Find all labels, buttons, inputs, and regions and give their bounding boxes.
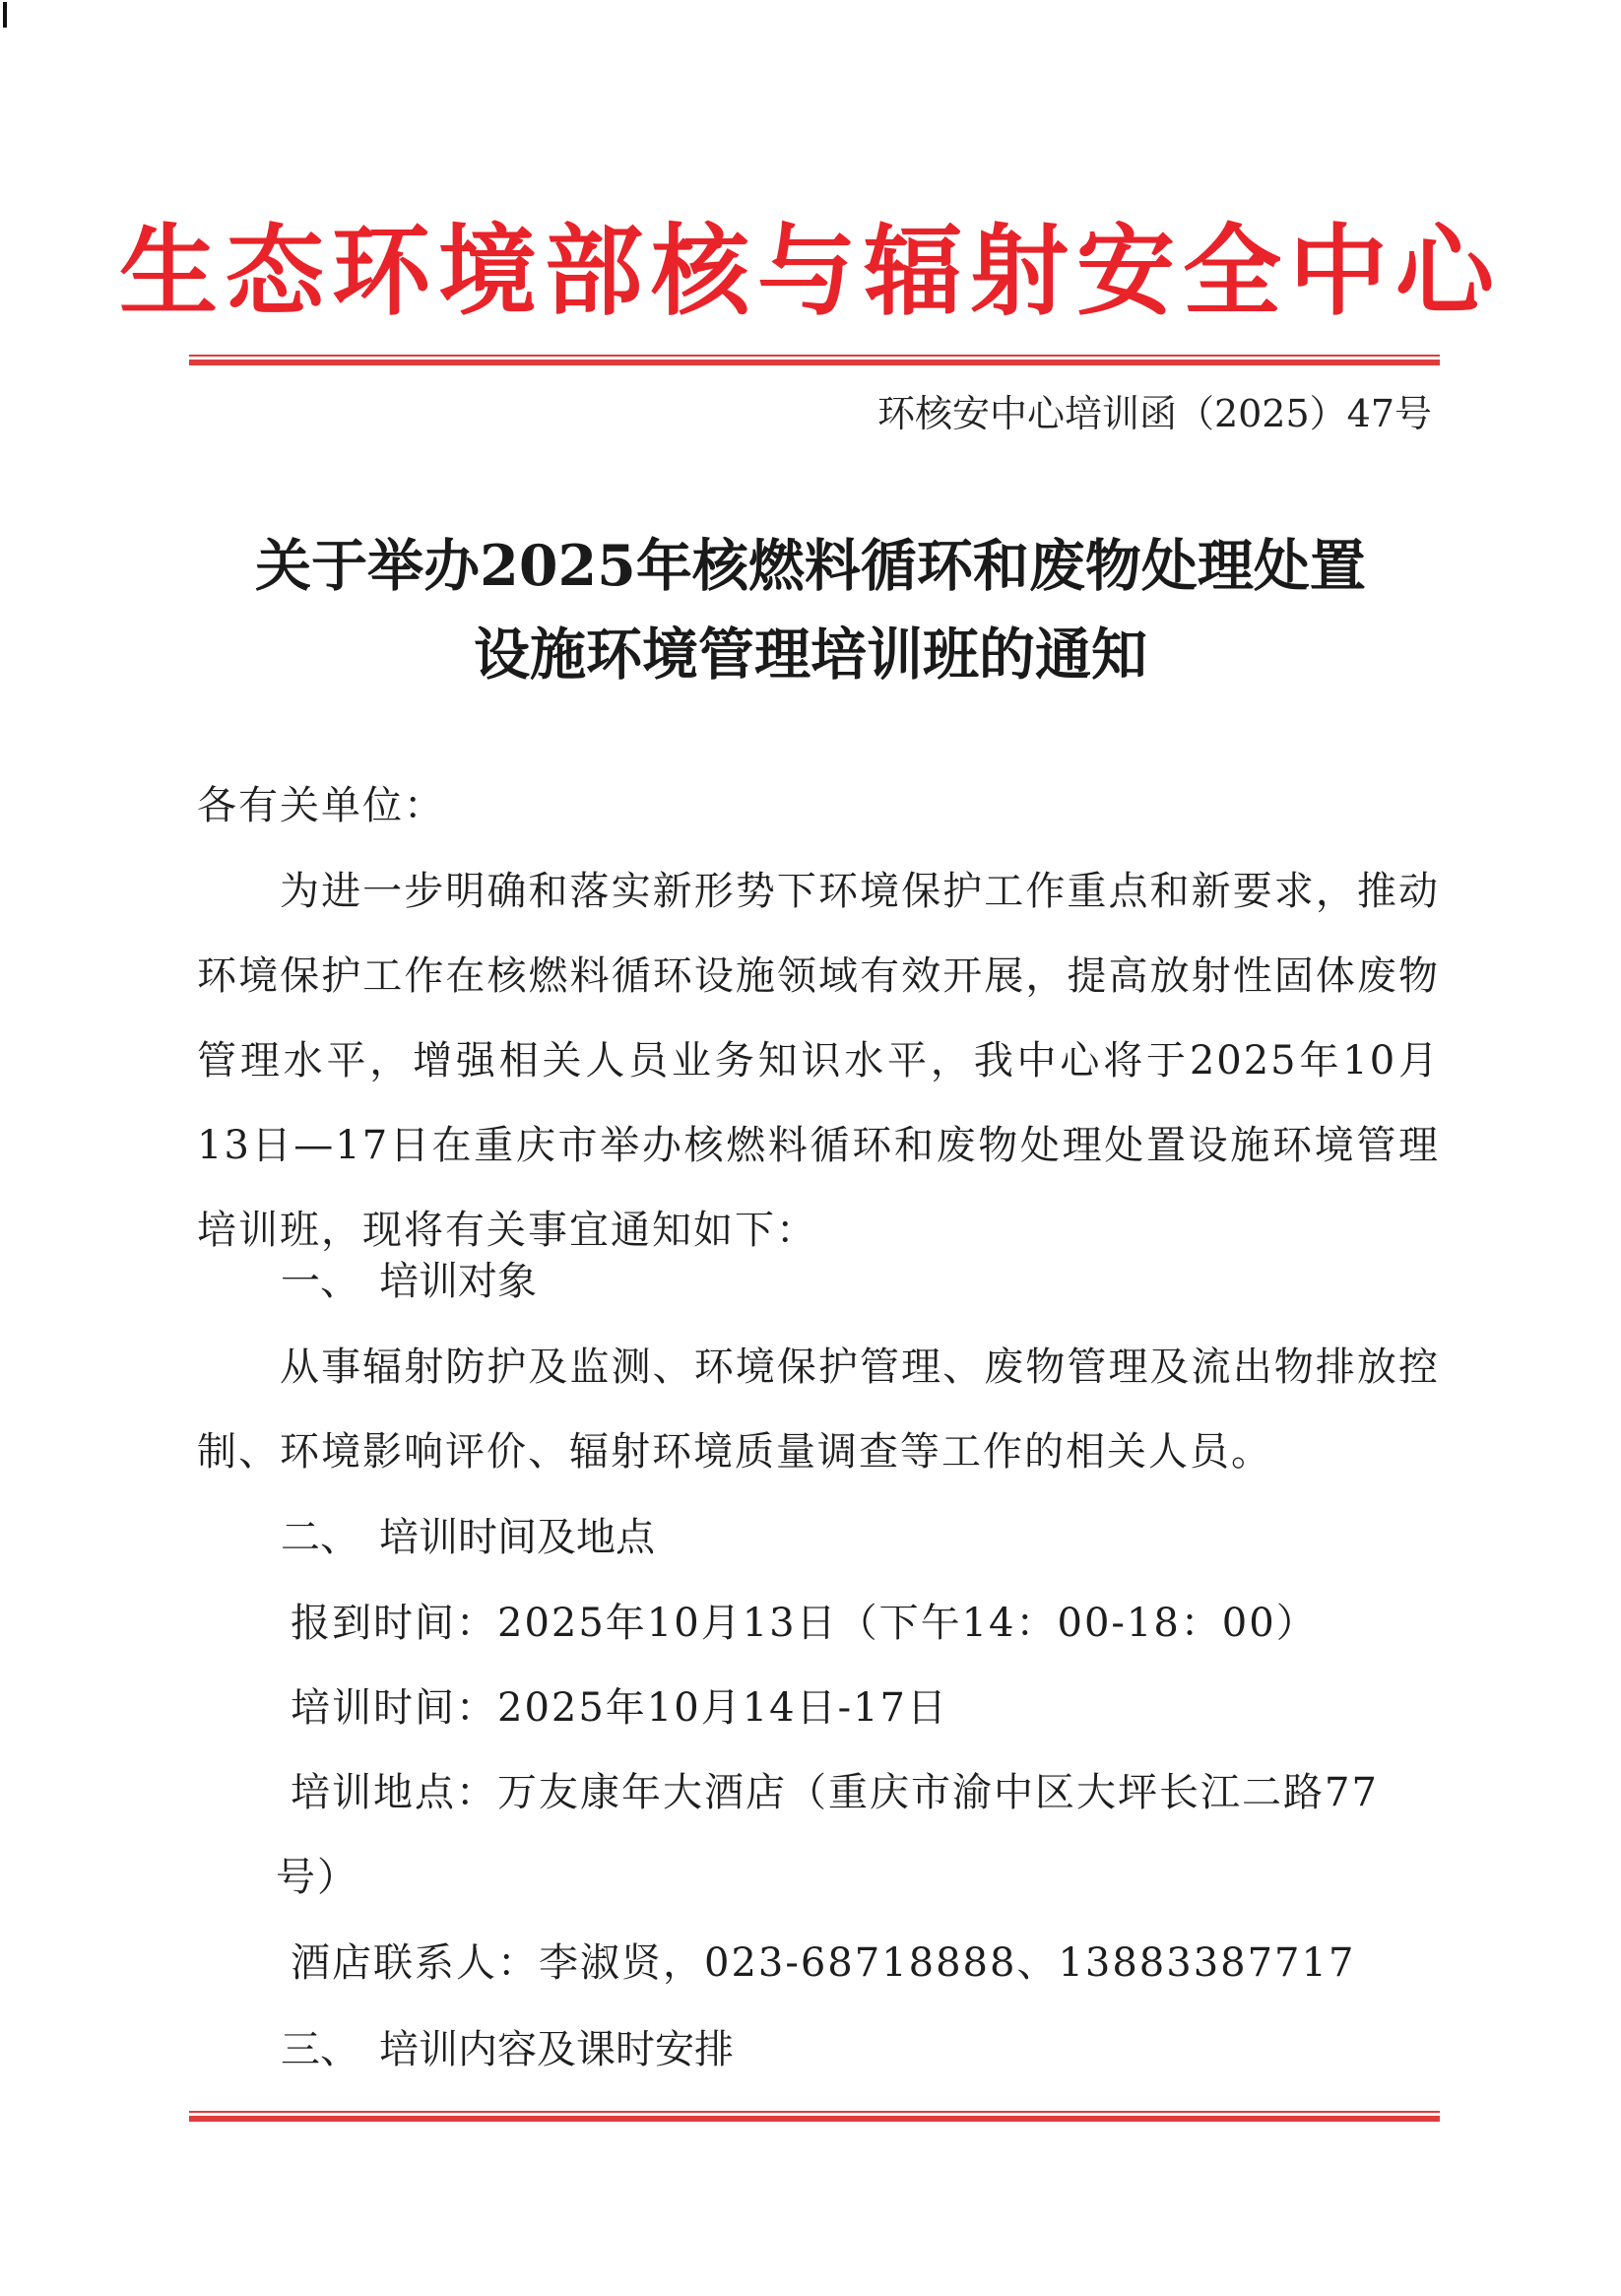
document-number: 环核安中心培训函（2025）47号 (876, 392, 1432, 435)
letterhead-top-rule (189, 355, 1440, 365)
organization-letterhead: 生态环境部核与辐射安全中心 (119, 213, 1502, 329)
title-line-1: 关于举办2025年核燃料循环和废物处理处置 (255, 533, 1366, 599)
salutation: 各有关单位： (197, 783, 445, 828)
intro-paragraph: 为进一步明确和落实新形势下环境保护工作重点和新要求，推动环境保护工作在核燃料循环设施领域有效开展，提高放射性固体废物管理水平，增强相关人员业务知识水平，我中心将于2025年10月13日—17日在重庆市举办核燃料循环和废物处理处置设施环境管理培训班，现将有关事宜通知如下： (197, 869, 1440, 1253)
title-line-2: 设施环境管理培训班的通知 (474, 622, 1147, 688)
training-location-line-1: 培训地点：万友康年大酒店（重庆市渝中区大坪长江二路77 (291, 1770, 1379, 1815)
registration-time: 报到时间：2025年10月13日（下午14：00-18：00） (291, 1601, 1318, 1646)
hotel-contact: 酒店联系人：李淑贤，023-68718888、13883387717 (291, 1940, 1356, 1986)
training-location (276, 1750, 1443, 1920)
section-heading-text: 培训对象 (379, 1259, 537, 1304)
section-heading-text: 培训时间及地点 (379, 1515, 655, 1560)
training-location-line-2: 号） (276, 1855, 358, 1900)
section-number: 一、 (281, 1259, 359, 1304)
section-number: 三、 (281, 2027, 359, 2072)
section-heading-2 (281, 1495, 655, 1580)
training-time: 培训时间：2025年10月14日-17日 (291, 1685, 949, 1731)
scan-edge-mark (3, 2, 7, 28)
section-1-paragraph: 从事辐射防护及监测、环境保护管理、废物管理及流出物排放控制、环境影响评价、辐射环境质量调查等工作的相关人员。 (197, 1345, 1440, 1475)
page-bottom-rule (189, 2111, 1440, 2122)
section-heading-text: 培训内容及课时安排 (379, 2027, 734, 2072)
section-number: 二、 (281, 1515, 359, 1560)
document-title (0, 522, 1621, 699)
section-heading-3 (281, 2007, 734, 2092)
section-heading-1 (281, 1239, 537, 1324)
